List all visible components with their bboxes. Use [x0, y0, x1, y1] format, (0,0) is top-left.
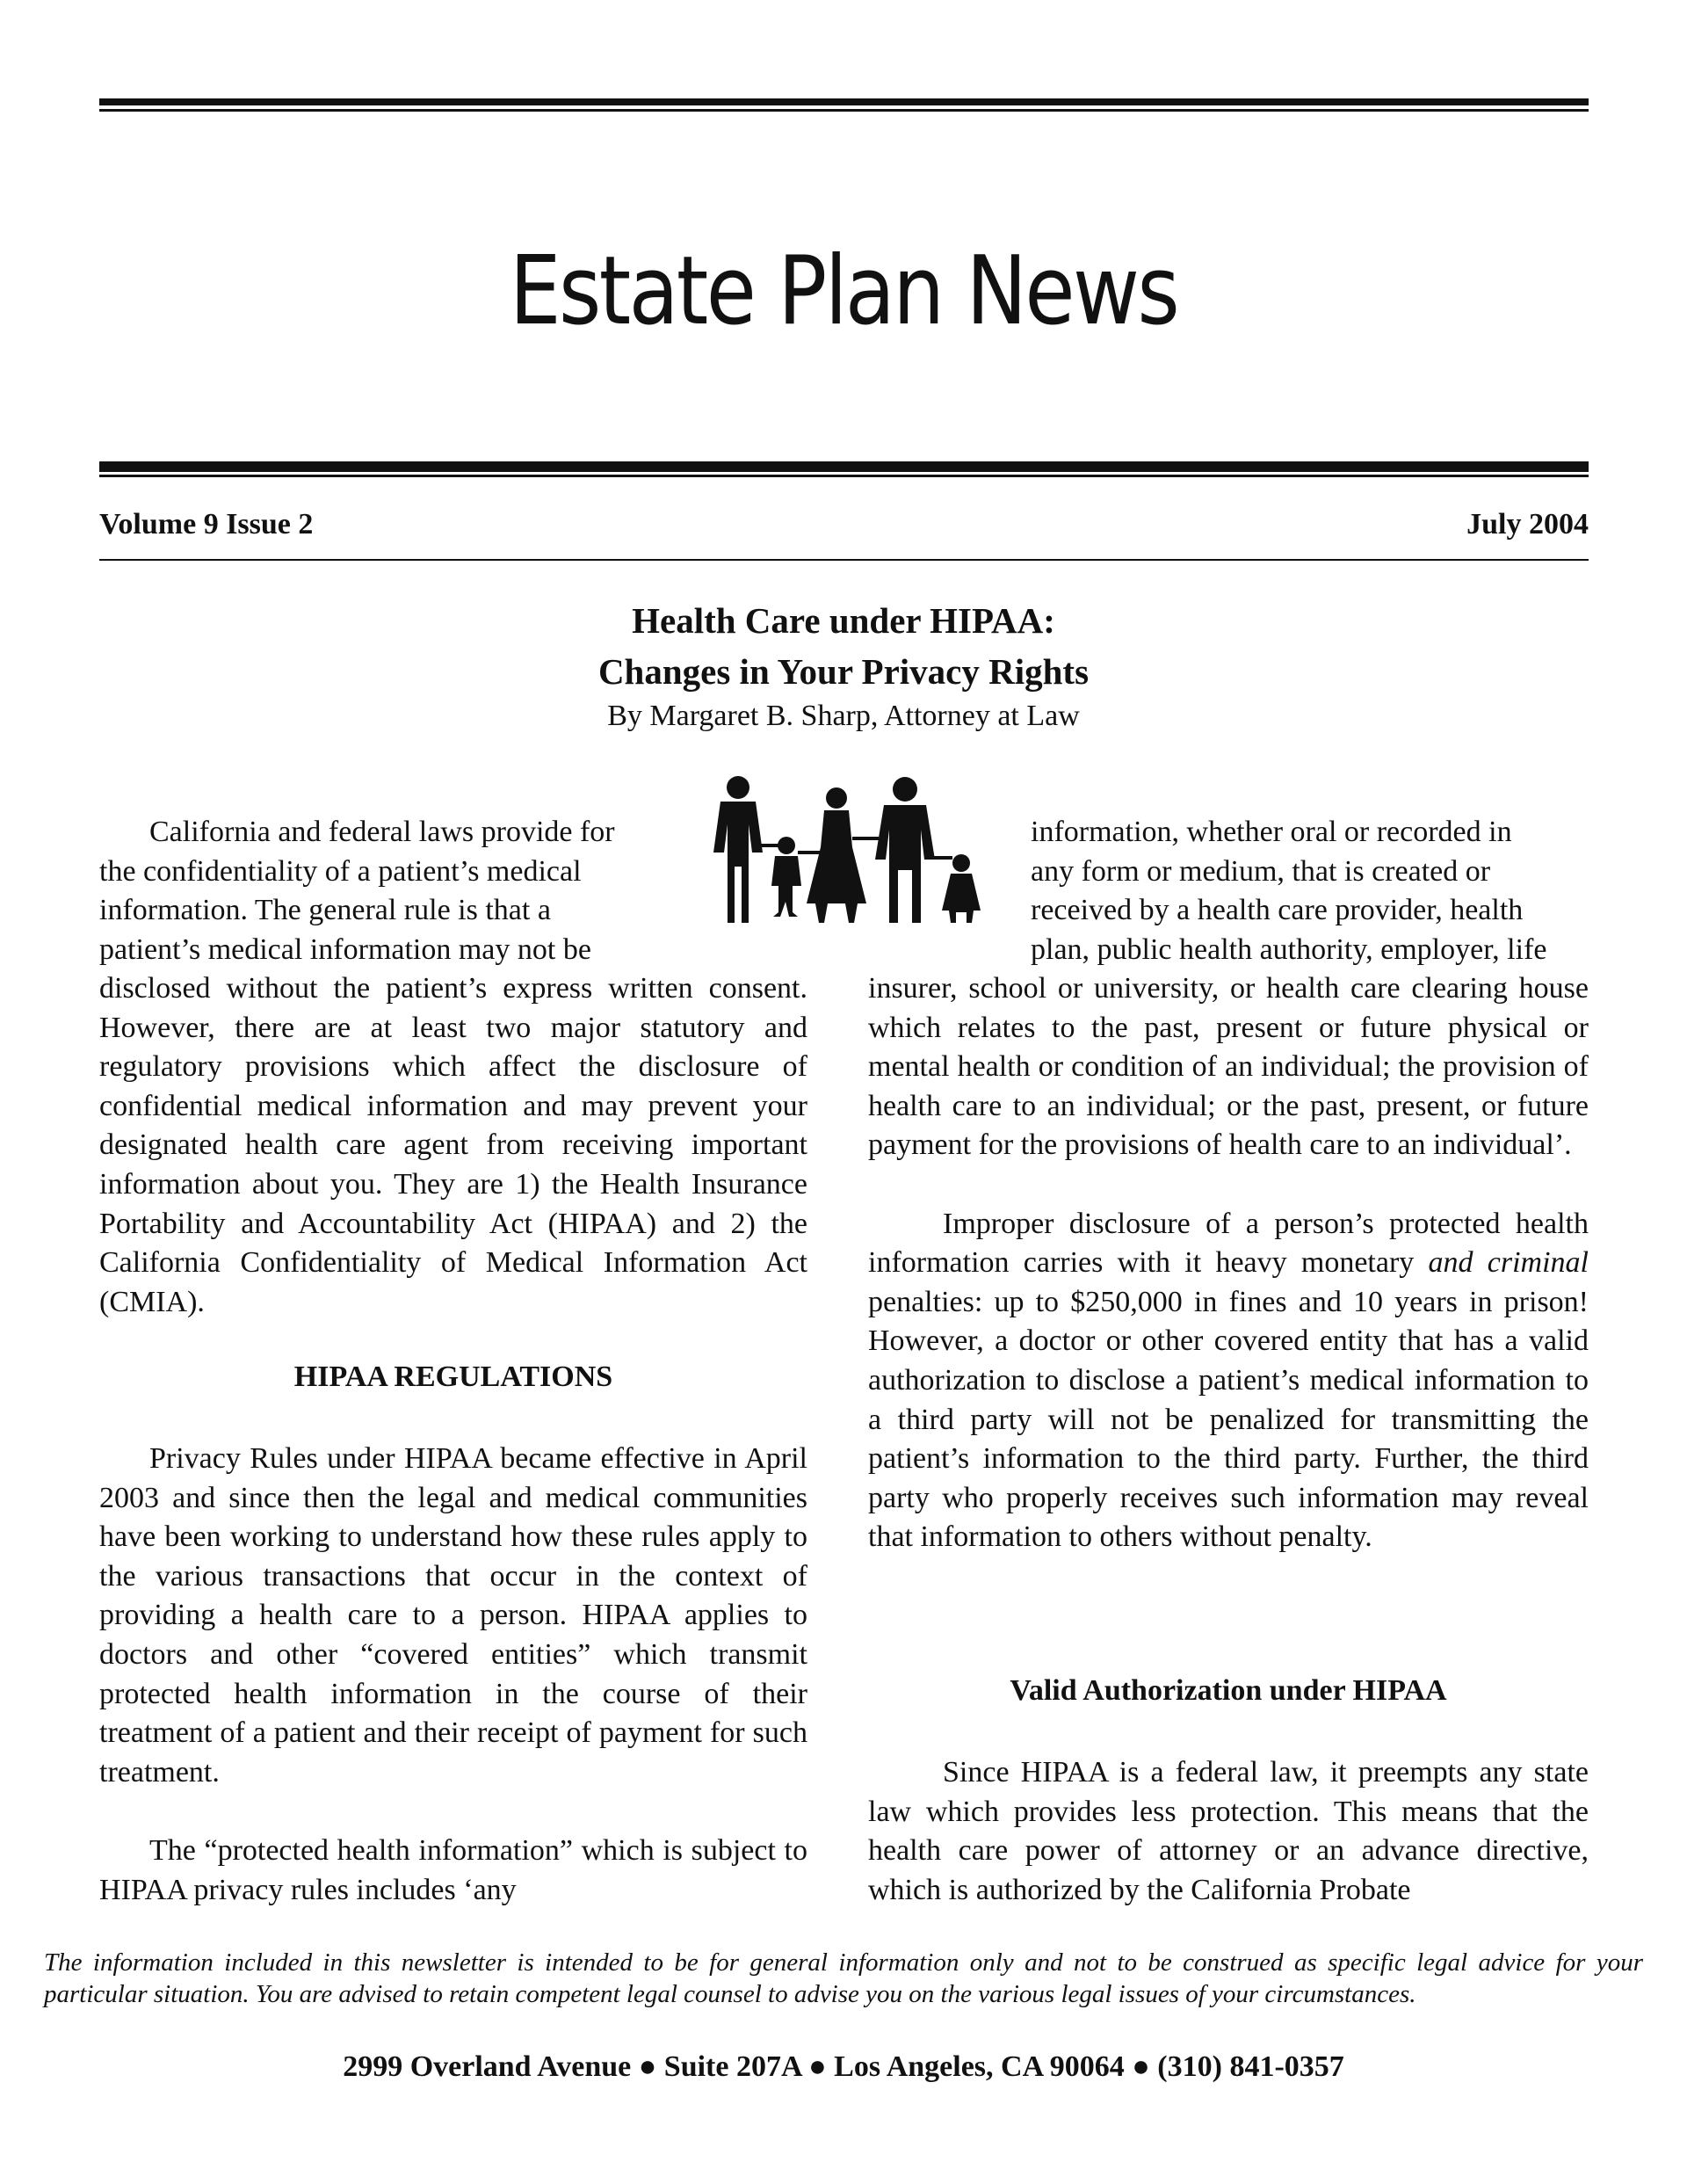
right-intro-continued: insurer, school or university, or health care clearing house which relates to the past, present or future physical or mental health or condition of an individual; the provision of health care to an individual; or the past, present, or future payment for the provisions of health care to an individual’. — [868, 972, 1589, 1162]
section1-paragraph1: Privacy Rules under HIPAA became effective in April 2003 and since then the legal and medical communities have been working to understand how these rules apply to the various transactions that occur in the context of providing a health care to a person. HIPAA applies to doctors and other “covered entities” which transmit protected health information in the course of their treatment of a patient and their receipt of payment for such treatment. — [99, 1442, 807, 1789]
issue-rule — [99, 559, 1589, 561]
masthead-bottom-rule — [99, 461, 1589, 472]
left-intro-continued: disclosed without the patient’s express written consent. However, there are at least two major statutory and regulatory provisions which affect the disclosure of confidential medical information and may prevent your designated health care agent from receiving important information about you. They are 1) the Health Insurance Portability and Accountability Act (HIPAA) and 2) the California Confidentiality of Medical Information Act (CMIA). — [99, 972, 807, 1318]
issue-volume: Volume 9 Issue 2 — [99, 508, 314, 541]
penalty-text-start: Improper disclosure of a person’s protected health information carries with it heavy monetary — [868, 1207, 1589, 1280]
section2-paragraph: Since HIPAA is a federal law, it preempts any state law which provides less protection. This means that the health care power of attorney or an advance directive, which is authorized by the California Probate — [868, 1756, 1589, 1906]
top-double-rule — [99, 98, 1589, 105]
article-title-line2: Changes in Your Privacy Rights — [597, 651, 1090, 692]
penalty-paragraph — [868, 1205, 1589, 1557]
issue-date: July 2004 — [1466, 508, 1589, 541]
right-column-section2 — [868, 1753, 1589, 1910]
right-intro-line-1: information, whether oral or recorded in — [1031, 816, 1512, 848]
right-intro-wrapped — [1031, 813, 1589, 969]
left-intro-line-2: the confidentiality of a patient’s medical — [99, 854, 582, 888]
family-silhouette-icon — [694, 772, 993, 930]
section-heading-hipaa-regulations: HIPAA REGULATIONS — [293, 1360, 613, 1393]
left-intro-wrapped — [99, 813, 658, 969]
right-column-body — [868, 969, 1589, 1557]
right-intro-line-3: received by a health care provider, health — [1031, 894, 1524, 927]
left-column-body — [99, 969, 807, 1322]
left-intro-line-4: patient’s medical information may not be — [99, 932, 591, 966]
article-byline: By Margaret B. Sharp, Attorney at Law — [607, 700, 1080, 732]
penalty-text-end: penalties: up to $250,000 in fines and 10 years in prison! However, a doctor or other covered entity that has a valid authorization to disclose a patient’s medical information to a third party will not be penalized for transmitting the patient’s information to the third party. Further, the third party who properly receives such information may reveal that information to others without penalty. — [868, 1285, 1589, 1554]
top-double-rule-thin — [99, 109, 1589, 112]
left-intro-line-3: information. The general rule is that a — [99, 894, 551, 927]
section-heading-valid-authorization: Valid Authorization under HIPAA — [1010, 1674, 1447, 1707]
right-intro-line-2: any form or medium, that is created or — [1031, 854, 1491, 888]
left-intro-line-1: California and federal laws provide for — [149, 816, 615, 848]
legal-disclaimer: The information included in this newsletter is intended to be for general information only and not to be construed as specific legal advice for your particular situation. You are advised to retain competent legal counsel to advise you on the various legal issues of your circumstances. — [44, 1948, 1643, 2008]
masthead-title: Estate Plan News — [509, 236, 1178, 346]
section1-paragraph2: The “protected health information” which is subject to HIPAA privacy rules includes ‘any — [99, 1833, 807, 1906]
penalty-text-italic: and criminal — [1428, 1246, 1589, 1280]
masthead-bottom-rule-thin — [99, 475, 1589, 477]
office-address: 2999 Overland Avenue ● Suite 207A ● Los Angeles, CA 90064 ● (310) 841-0357 — [343, 2050, 1344, 2083]
right-intro-line-4: plan, public health authority, employer, life — [1031, 932, 1547, 966]
left-column-section1 — [99, 1440, 807, 1910]
article-title-line1: Health Care under HIPAA: — [632, 600, 1055, 641]
